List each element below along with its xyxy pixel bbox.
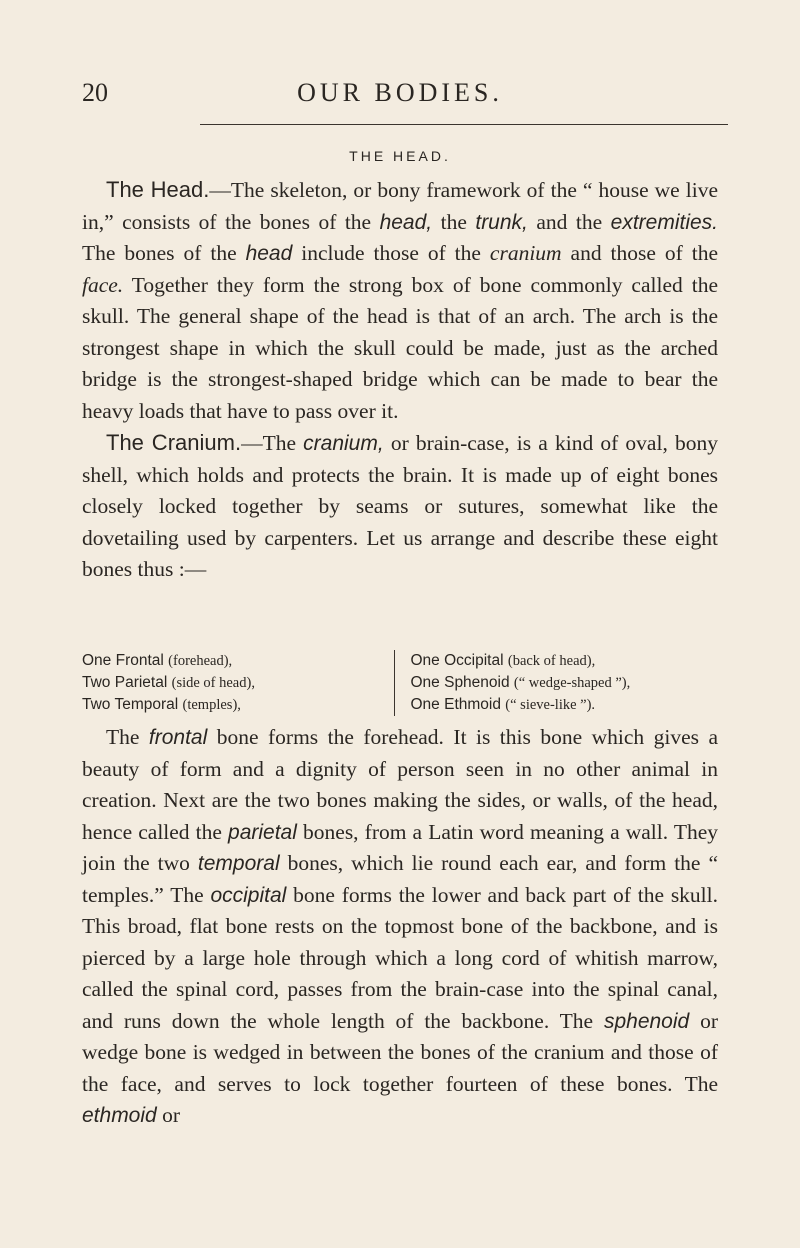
page-number: 20: [82, 78, 108, 107]
emphasis-ethmoid: ethmoid: [82, 1104, 157, 1127]
running-title: OUR BODIES.: [297, 78, 503, 107]
text-run: —The skeleton, or bony framework of the “ house we live in,” consists of the bones of the: [82, 178, 718, 234]
emphasis-cranium: cranium: [489, 241, 562, 265]
bone-entry: [82, 694, 394, 716]
text-run: —The: [241, 431, 304, 455]
bone-gloss: (temples),: [182, 697, 241, 713]
text-run: include those of the: [292, 241, 490, 265]
bone-name: Two Temporal: [82, 696, 183, 713]
bone-gloss: (back of head),: [507, 653, 596, 669]
bone-name: Two Parietal: [82, 674, 172, 691]
paragraph-cranium: [82, 427, 718, 586]
emphasis-cranium-2: cranium,: [303, 432, 384, 455]
emphasis-frontal: frontal: [148, 726, 208, 749]
bone-name: One Occipital: [410, 652, 508, 669]
text-run: or brain-case, is a kind of oval, bony shell, which holds and protects the brain. It is made up of eight bones closely locked together by seams or sutures, somewhat like the dovetailing used by carpenters. Let us arrange and describe these eight bones thus :—: [82, 431, 718, 581]
text-block-bottom: [82, 722, 718, 1132]
text-run: The bones of the: [82, 241, 246, 265]
lead-head: The Head.: [106, 177, 210, 202]
text-run: or wedge bone is wedged in between the bones of the cranium and those of the face, and serves to lock together fourteen of these bones. The: [82, 1008, 718, 1096]
emphasis-head: head,: [379, 210, 433, 234]
text-run: bones, from a Latin word meaning a wall. They join the two: [82, 819, 718, 875]
paragraph-head: [82, 174, 718, 427]
text-block-top: [82, 174, 718, 586]
emphasis-temporal: temporal: [197, 852, 280, 875]
bone-gloss: (“ sieve-like ”).: [505, 697, 596, 713]
bone-entry: [82, 672, 394, 694]
text-run: The: [106, 725, 149, 749]
text-run: Together they form the strong box of bone commonly called the skull. The general shape of the head is that of an arch. The arch is the strongest shape in which the skull could be made, just as the arched bridge is the strongest-shaped bridge which can be made to bear the heavy loads that have to pass over it.: [82, 272, 718, 423]
emphasis-head-2: head: [245, 242, 293, 265]
bones-column-left: [82, 650, 394, 716]
bone-entry: [411, 694, 723, 716]
emphasis-occipital: occipital: [210, 883, 287, 907]
bone-gloss: (forehead),: [168, 653, 233, 669]
text-run: bones, which lie round each ear, and form the “ temples.” The: [82, 851, 718, 907]
bone-entry: [411, 650, 723, 672]
bone-entry: [411, 672, 723, 694]
emphasis-sphenoid: sphenoid: [603, 1009, 690, 1033]
text-run: bone forms the lower and back part of the skull. This broad, flat bone rests on the topmost bone of the backbone, and is pierced by a large hole through which a long cord of whitish marrow, called the spinal cord, passes from the brain-case into the spinal canal, and runs down the whole length of the backbone. The: [82, 882, 719, 1033]
bone-entry: [82, 650, 394, 672]
paragraph-frontal: [82, 722, 718, 1132]
header-rule: [200, 124, 728, 125]
text-run: or: [156, 1103, 181, 1127]
cranial-bones-list: [82, 650, 722, 716]
text-run: and those of the: [561, 241, 718, 265]
text-run: and the: [527, 209, 611, 234]
bones-column-right: [394, 650, 723, 716]
bone-name: One Ethmoid: [410, 696, 506, 713]
lead-cranium: The Cranium.: [106, 430, 242, 455]
bone-name: One Sphenoid: [410, 674, 514, 691]
emphasis-trunk: trunk,: [475, 210, 528, 234]
emphasis-face: face.: [82, 272, 124, 297]
bone-name: One Frontal: [82, 652, 169, 669]
emphasis-extremities: extremities.: [610, 210, 718, 234]
bone-gloss: (side of head),: [171, 675, 255, 691]
text-run: bone forms the forehead. It is this bone which gives a beauty of form and a dignity of person seen in no other animal in creation. Next are the two bones making the sides, or walls, of the head, hence called the: [82, 725, 718, 844]
emphasis-parietal: parietal: [228, 820, 297, 844]
section-heading: THE HEAD.: [349, 148, 451, 164]
text-run: the: [432, 209, 476, 234]
bone-gloss: (“ wedge-shaped ”),: [513, 675, 631, 691]
